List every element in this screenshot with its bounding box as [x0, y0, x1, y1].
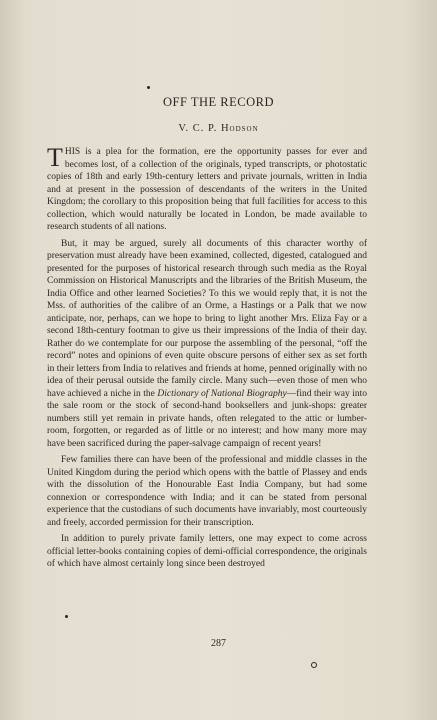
article-author: V. C. P. Hodson: [178, 123, 259, 134]
paragraph: [47, 143, 367, 234]
article-title: OFF THE RECORD: [163, 95, 274, 109]
drop-cap: T: [47, 143, 63, 172]
print-speck: [65, 615, 68, 618]
print-speck: [311, 662, 317, 668]
italic-title: Dictionary of National Biography: [157, 388, 287, 399]
paragraph-text: —find their way into the sale room or the stock of second-hand booksellers and junk-shops: greater numbers still yet remain in private hands, often relegated to the attic or lumber-room, forgotten, or regarded as of little or no interest; and how many more may have been sacrificed during the paper-salvage campaign of recent years!: [47, 388, 367, 449]
paragraph: [47, 238, 367, 451]
paragraph: In addition to purely private family letters, one may expect to come across official letter-books containing copies of demi-official correspondence, the originals of which have almost certainly long since been destroyed: [47, 534, 367, 569]
article-body: [47, 143, 368, 575]
page-number: 287: [211, 638, 226, 649]
paragraph-text: HIS is a plea for the formation, ere the opportunity passes for ever and becomes lost, of a collection of the originals, typed transcripts, or photostatic copies of 18th and early 19th-century letters and private journals, written in India and at present in the possession of descendants of the writers in the United Kingdom; the corollary to this proposition being that full facilities for access to this collection, which would naturally be located in London, be made available to research students of all nations.: [47, 147, 367, 232]
paragraph: Few families there can have been of the professional and middle classes in the United Kingdom during the period which opens with the battle of Plassey and ends with the dissolution of the Honourable East India Company, but had some connexion or correspondence with India; and it can be stated from personal experience that the custodians of such documents have invariably, most courteously and freely, accorded permission for their transcription.: [47, 455, 367, 528]
print-speck: [147, 86, 150, 89]
paragraph-text: But, it may be argued, surely all documents of this character worthy of preservation must already have been examined, collected, digested, catalogued and presented for the purposes of historical research through such media as the Royal Commission on Historical Manuscripts and the libraries of the British Museum, the India Office and other learned Societies? To this we would reply that, it is not the Mss. of authorities of the calibre of an Orme, a Hastings or a Palk that we now anticipate, nor, perhaps, can we hope to bring to light another Mrs. Eliza Fay or a second 18th-century footman to give us their impressions of the India of their day. Rather do we contemplate for our purpose the assembling of the personal, “off the record” notes and opinions of even quite obscure persons of either sex as set forth in their letters from India to relatives and friends at home, penned originally with no idea of their perusal outside the family circle. Many such—even those of men who have achieved a niche in the: [47, 238, 368, 399]
